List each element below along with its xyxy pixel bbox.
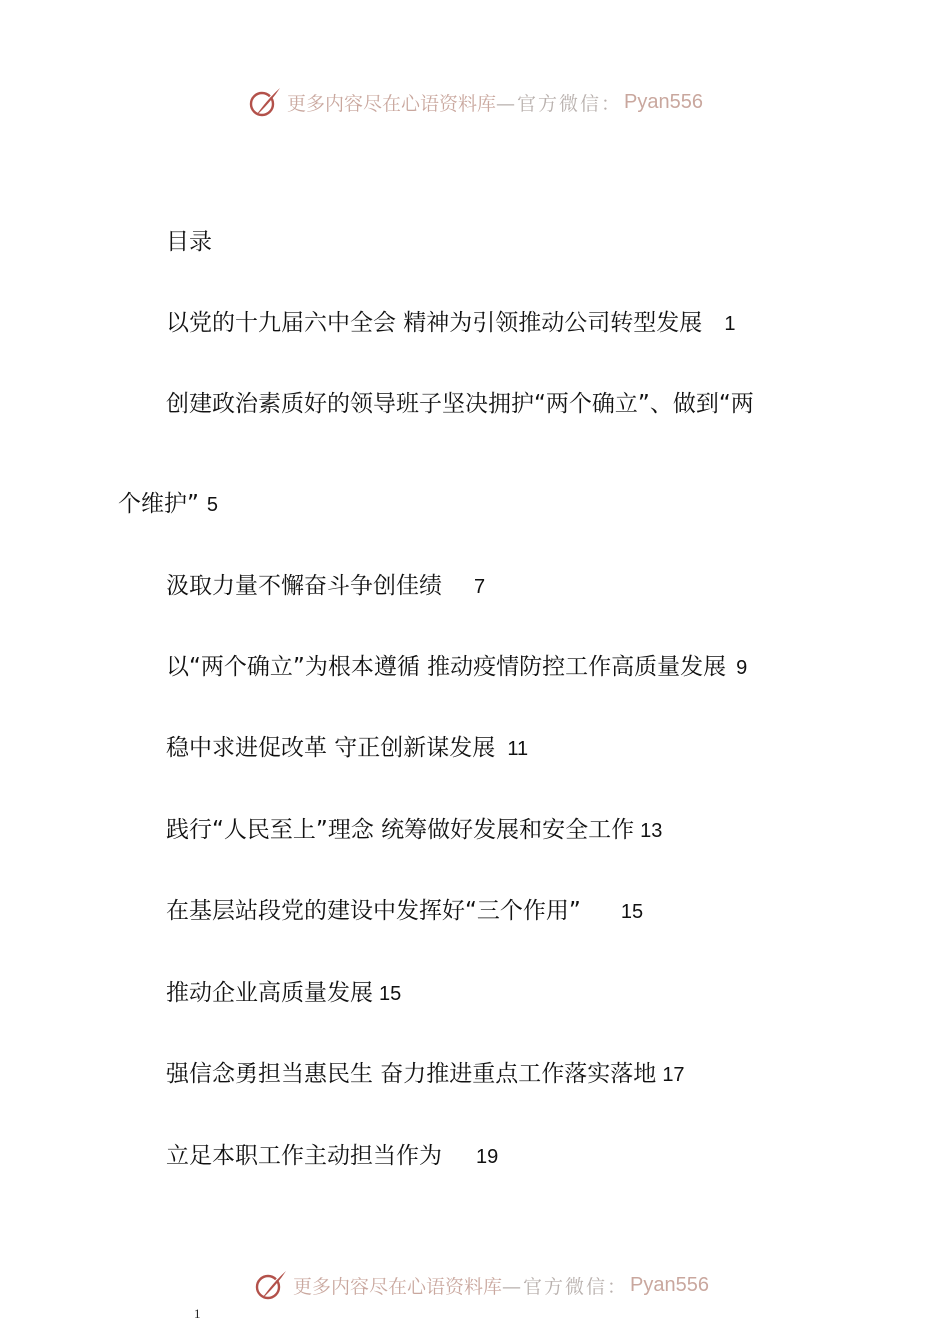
toc-entry-page: 11 bbox=[507, 738, 529, 760]
toc-entry-page: 17 bbox=[662, 1064, 685, 1086]
toc-entry[interactable] bbox=[166, 307, 735, 340]
toc-entry-page: 15 bbox=[379, 983, 402, 1005]
feather-pen-logo-icon bbox=[253, 1267, 289, 1303]
toc-entry-page: 5 bbox=[206, 494, 219, 516]
toc-entry-title: 立足本职工作主动担当作为 bbox=[166, 1143, 442, 1169]
toc-entry-page: 13 bbox=[640, 820, 663, 842]
toc-entry-page: 19 bbox=[476, 1146, 499, 1168]
toc-entry[interactable] bbox=[166, 1140, 498, 1173]
toc-title: 目录 bbox=[166, 229, 212, 255]
banner-main-text: 更多内容尽在心语资料库 bbox=[287, 92, 497, 115]
toc-entry-title: 以党的十九届六中全会 精神为引领推动公司转型发展 bbox=[166, 310, 703, 336]
toc-entry-title: 推动企业高质量发展 bbox=[166, 980, 373, 1006]
toc-entry-page: 7 bbox=[474, 576, 486, 598]
toc-entry[interactable] bbox=[166, 732, 528, 765]
toc-entry-title: 践行“人民至上”理念 统筹做好发展和安全工作 bbox=[166, 817, 635, 843]
toc-entry[interactable] bbox=[166, 977, 401, 1010]
toc-entry[interactable] bbox=[166, 388, 754, 420]
toc-entry-continuation[interactable] bbox=[118, 488, 218, 521]
toc-entry-page: 1 bbox=[724, 313, 736, 335]
header-watermark-banner bbox=[0, 82, 950, 122]
banner-sub-text: —官方微信： bbox=[496, 92, 623, 115]
banner-wechat-id: Pyan556 bbox=[630, 1273, 709, 1296]
banner-main-text: 更多内容尽在心语资料库 bbox=[293, 1275, 503, 1298]
toc-entry-title: 强信念勇担当惠民生 奋力推进重点工作落实落地 bbox=[166, 1061, 657, 1087]
page-number: 1 bbox=[194, 1306, 201, 1321]
toc-entry-title: 以“两个确立”为根本遵循 推动疫情防控工作高质量发展 bbox=[166, 654, 727, 680]
feather-pen-logo-icon bbox=[247, 84, 283, 120]
footer-watermark-banner bbox=[6, 1265, 950, 1305]
toc-entry-title: 创建政治素质好的领导班子坚决拥护“两个确立”、做到“两 bbox=[166, 391, 754, 417]
toc-entry-page: 15 bbox=[620, 901, 644, 923]
toc-entry[interactable] bbox=[166, 651, 747, 684]
toc-entry-title: 在基层站段党的建设中发挥好“三个作用” bbox=[166, 898, 581, 924]
toc-entry[interactable] bbox=[166, 814, 662, 847]
banner-wechat-id: Pyan556 bbox=[624, 90, 703, 113]
banner-sub-text: —官方微信： bbox=[502, 1275, 629, 1298]
toc-entry-title-cont: 个维护” bbox=[118, 491, 199, 517]
toc-entry-title: 汲取力量不懈奋斗争创佳绩 bbox=[166, 573, 442, 599]
toc-entry-title: 稳中求进促改革 守正创新谋发展 bbox=[166, 735, 496, 761]
toc-entry[interactable] bbox=[166, 570, 485, 603]
toc-entry[interactable] bbox=[166, 1058, 685, 1091]
toc-entry-page: 9 bbox=[736, 657, 748, 679]
toc-entry[interactable] bbox=[166, 895, 643, 928]
